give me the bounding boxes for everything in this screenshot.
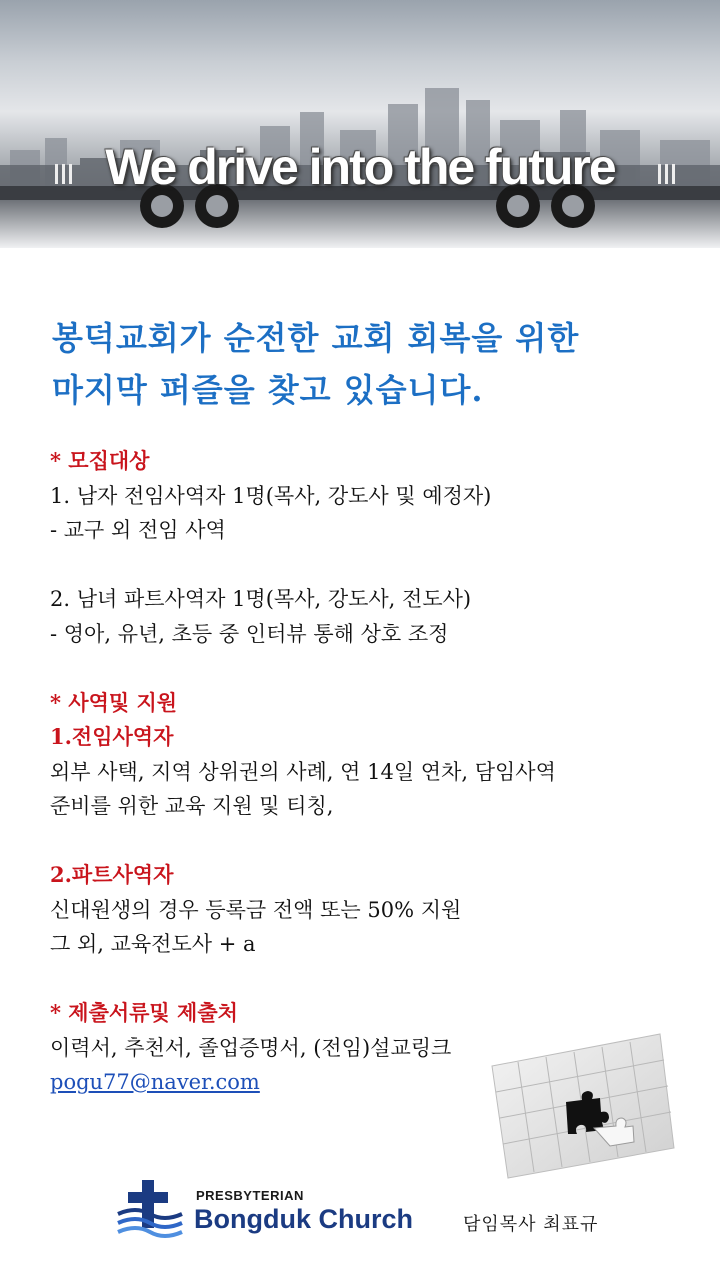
recruit-item-2-note: - 영아, 유년, 초등 중 인터뷰 통해 상호 조정 [50,621,449,646]
recruit-item-1-note: - 교구 외 전임 사역 [50,518,226,542]
support-part-line-2: 그 외, 교육전도사 + a [50,932,256,956]
banner-title: We drive into the future [105,139,615,195]
support-part-title: 2.파트사역자 [50,862,174,887]
header-banner [0,0,720,248]
church-logo [116,1176,436,1246]
puzzle-image [488,1030,678,1180]
headline-line-2: 마지막 퍼즐을 찾고 있습니다. [52,371,484,409]
pastor-name: 담임목사 최표규 [463,1214,599,1235]
recruit-item-1: 1. 남자 전임사역자 1명(목사, 강도사 및 예정자) [50,483,492,508]
headline [52,312,579,416]
logo-small-text: PRESBYTERIAN [196,1188,304,1203]
documents-heading: * 제출서류및 제출처 [50,1000,238,1025]
support-full-line-2: 준비를 위한 교육 지원 및 티칭, [50,794,334,818]
recruitment-details [50,444,670,1100]
documents-list: 이력서, 추천서, 졸업증명서, (전임)설교링크 [50,1035,452,1060]
logo-church-name: Bongduk Church [194,1204,413,1234]
support-part-line-1: 신대원생의 경우 등록금 전액 또는 50% 지원 [50,897,462,922]
email-link[interactable]: pogu77@naver.com [50,1070,260,1094]
city-skyline-image [0,0,720,248]
headline-line-1: 봉덕교회가 순전한 교회 회복을 위한 [52,319,580,357]
recruit-heading: * 모집대상 [50,448,150,473]
support-full-title: 1.전임사역자 [50,724,174,749]
support-full-line-1: 외부 사택, 지역 상위권의 사례, 연 14일 연차, 담임사역 [50,759,556,784]
recruit-item-2: 2. 남녀 파트사역자 1명(목사, 강도사, 전도사) [50,587,472,611]
support-heading: * 사역및 지원 [50,689,178,715]
cross-logo-icon [116,1176,186,1246]
